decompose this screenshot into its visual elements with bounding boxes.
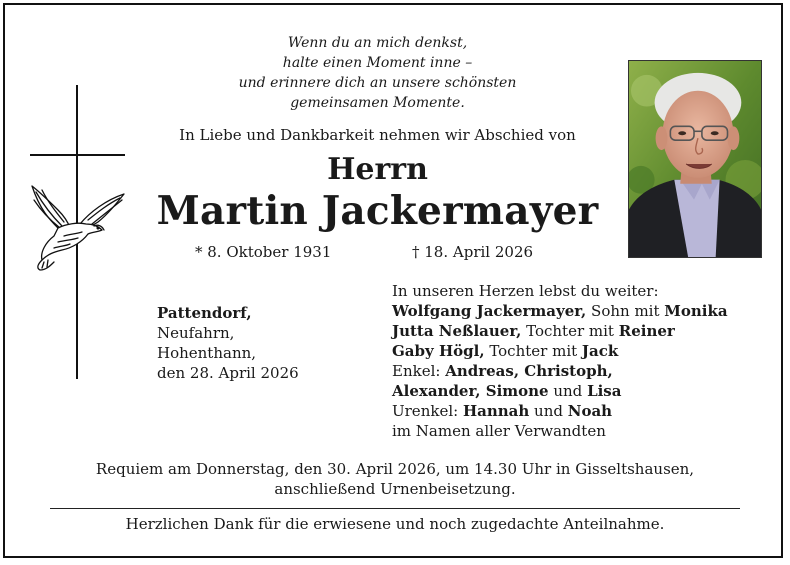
survivor-line: Jutta Neßlauer, Tochter mit Reiner (392, 322, 675, 340)
cross-icon-bar (30, 154, 125, 156)
place-block (157, 303, 299, 383)
survivor-line: Alexander, Simone und Lisa (392, 382, 622, 400)
survivors-heading: In unseren Herzen lebst du weiter: (392, 282, 659, 300)
survivor-line: Gaby Högl, Tochter mit Jack (392, 342, 619, 360)
thanks-text: Herzlichen Dank für die erwiesene und noch zugedachte Anteilnahme. (125, 515, 665, 533)
requiem-line: Requiem am Donnerstag, den 30. April 2026, um 14.30 Uhr in Gisseltshausen, (95, 460, 695, 478)
survivor-line: Wolfgang Jackermayer, Sohn mit Monika (392, 302, 728, 320)
death-date: † 18. April 2026 (412, 243, 534, 261)
place-line: Hohenthann, (157, 344, 257, 362)
poem-line: gemeinsamen Momente. (290, 95, 465, 111)
survivor-line: Urenkel: Hannah und Noah (392, 402, 613, 420)
intro-text: In Liebe und Dankbarkeit nehmen wir Abschied von (179, 126, 576, 144)
place-line: Pattendorf, (157, 304, 252, 322)
dove-icon (28, 180, 128, 272)
portrait-photo (628, 60, 762, 258)
place-line: Neufahrn, (157, 324, 235, 342)
birth-date: * 8. Oktober 1931 (195, 243, 332, 261)
poem (160, 33, 595, 113)
requiem-line: anschließend Urnenbeisetzung. (274, 480, 516, 498)
place-date: den 28. April 2026 (157, 364, 299, 382)
survivors-block (392, 281, 728, 441)
divider (50, 508, 740, 509)
survivor-line: Enkel: Andreas, Christoph, (392, 362, 613, 380)
salutation: Herrn (327, 152, 428, 187)
survivor-line: im Namen aller Verwandten (392, 422, 606, 440)
poem-line: halte einen Moment inne – (282, 55, 473, 71)
poem-line: Wenn du an mich denkst, (287, 35, 468, 51)
requiem-notice (40, 459, 750, 499)
poem-line: und erinnere dich an unsere schönsten (238, 75, 517, 91)
deceased-name: Martin Jackermayer (156, 188, 599, 234)
